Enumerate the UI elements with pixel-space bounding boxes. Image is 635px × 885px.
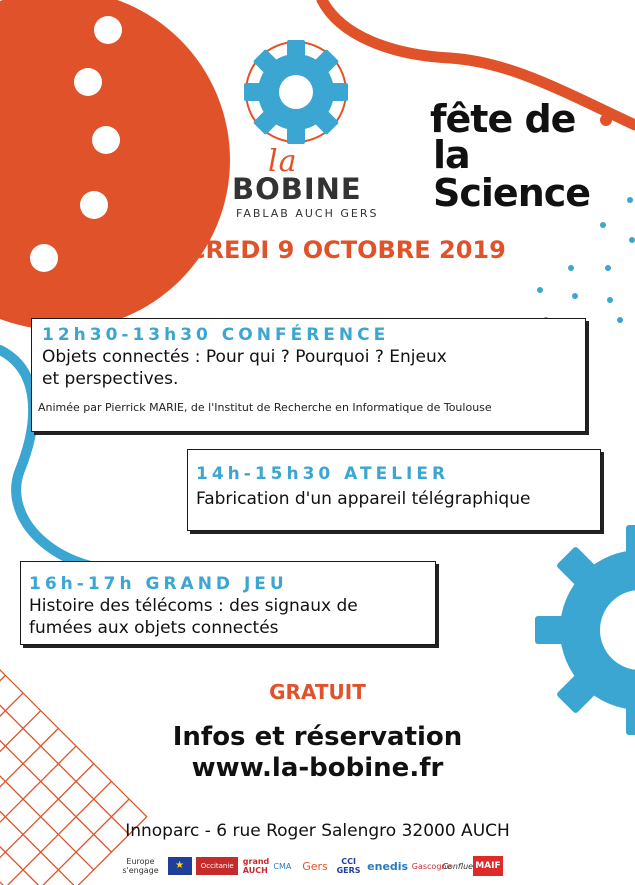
cma-logo: CMA <box>273 861 292 871</box>
logo-bobine-text: BOBINE <box>232 172 362 206</box>
event-box-conference <box>31 318 586 432</box>
fete-science-dot-icon <box>596 110 616 130</box>
logo-subtitle: FABLAB AUCH GERS <box>236 207 379 220</box>
fete-science-line1: fête de <box>430 97 576 141</box>
cci-gers-logo: CCI GERS <box>336 857 361 875</box>
event-description-line2: fumées aux objets connectés <box>29 618 279 638</box>
event-description-line1: Histoire des télécoms : des signaux de <box>29 596 358 616</box>
logo-la-text: la <box>268 144 298 179</box>
gers-logo: Gers <box>302 859 328 873</box>
event-description-line2: et perspectives. <box>42 369 179 389</box>
maif-logo: MAIF <box>473 856 503 876</box>
bobine-gear-icon <box>244 40 348 144</box>
enedis-logo: enedis <box>367 859 409 873</box>
gratuit-label: GRATUIT <box>269 680 366 704</box>
occitanie-logo: Occitanie <box>196 857 238 875</box>
gascogne-logo: Gascogne <box>411 861 452 871</box>
orange-reel-shape <box>0 0 230 330</box>
infos-block <box>0 722 635 784</box>
event-description-line1: Fabrication d'un appareil télégraphique <box>196 489 531 509</box>
europe-engage-logo: Europe s'engage <box>122 857 159 875</box>
event-title: 14h-15h30 ATELIER <box>196 464 450 484</box>
event-title: 12h30-13h30 CONFÉRENCE <box>42 325 390 345</box>
conflue-logo: Conflue <box>442 861 474 871</box>
event-title: 16h-17h GRAND JEU <box>29 574 288 594</box>
fete-science-line2: la Science <box>433 133 591 215</box>
grand-auch-logo: grand AUCH <box>242 857 270 875</box>
event-speaker-note: Animée par Pierrick MARIE, de l'Institut de Recherche en Informatique de Toulouse <box>38 401 492 414</box>
website-link[interactable]: www.la-bobine.fr <box>191 753 444 783</box>
event-box-atelier <box>187 449 601 531</box>
event-description-line1: Objets connectés : Pour qui ? Pourquoi ? Enjeux <box>42 347 447 367</box>
event-date: MERCREDI 9 OCTOBRE 2019 <box>129 236 506 264</box>
eu-flag-logo: ★ <box>168 857 192 875</box>
event-box-grand-jeu <box>20 561 436 645</box>
infos-heading: Infos et réservation <box>172 722 463 752</box>
sponsor-logos-row <box>118 849 503 883</box>
address-text: Innoparc - 6 rue Roger Salengro 32000 AUCH <box>125 821 510 841</box>
